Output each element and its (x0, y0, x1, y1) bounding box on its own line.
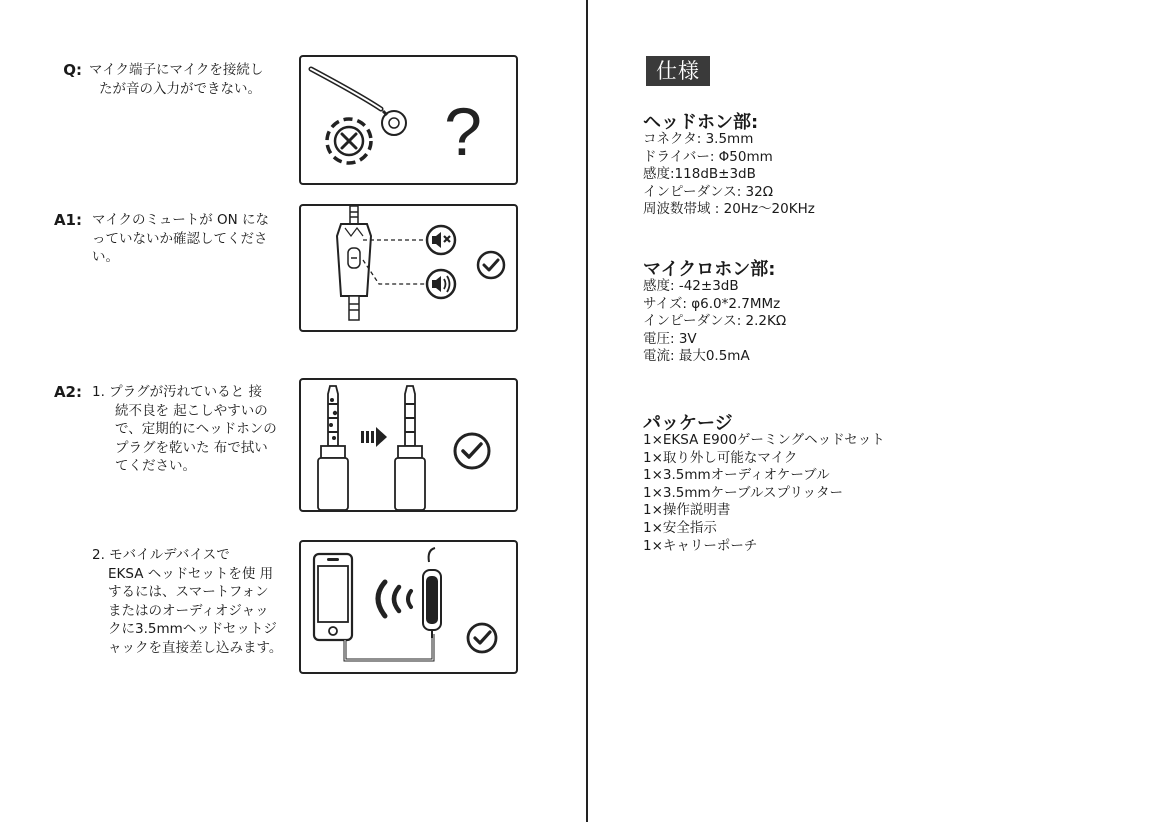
dirty-plug-icon (318, 386, 348, 510)
q-illustration (299, 55, 518, 185)
a2-text (92, 383, 277, 476)
a1-line: い。 (92, 249, 119, 265)
a2-line: 続不良を 起こしやすいの (115, 402, 268, 419)
q-line: マイク端子にマイクを接続し (89, 62, 264, 78)
q-text (89, 61, 263, 98)
headphone-spec-list (643, 131, 815, 219)
clean-plug-icon (395, 386, 425, 510)
a2-2-line: するには、スマートフォン (108, 584, 269, 600)
package-heading: パッケージ (643, 413, 733, 434)
package-item: 1×取り外し可能なマイク (643, 449, 798, 466)
spec-item: 電圧: 3V (643, 330, 697, 347)
a2-line: プラグを乾いた 布で拭い (115, 439, 268, 456)
spec-item: 電流: 最大0.5mA (643, 348, 750, 365)
check-icon (455, 434, 489, 468)
spec-item: 感度:118dB±3dB (643, 166, 756, 183)
a2-2-line: またはのオーディオジャッ (108, 602, 269, 619)
a2-2-line: ャックを直接差し込みます。 (108, 639, 283, 656)
a2-line: てください。 (115, 458, 196, 474)
headset-icon (423, 548, 441, 638)
a2-line: 1. プラグが汚れていると 接 (92, 384, 262, 400)
spec-item: 感度: -42±3dB (643, 278, 739, 294)
a2-label: A2: (53, 383, 82, 401)
headphone-heading: ヘッドホン部: (643, 112, 759, 133)
spec-item: コネクタ: 3.5mm (643, 131, 754, 147)
page-divider (586, 0, 588, 822)
q-label: Q: (63, 61, 82, 79)
a2-2-line: 2. モバイルデバイスで (92, 547, 230, 563)
spec-item: サイズ: φ6.0*2.7MMz (643, 295, 781, 312)
check-icon (478, 252, 504, 278)
a1-text (92, 211, 269, 267)
a2-2-line: EKSA ヘッドセットを使 用 (108, 565, 274, 582)
a2-2-text (92, 546, 282, 657)
plug-cleaning-illustration (301, 380, 516, 510)
a2-illustration (299, 378, 518, 512)
speaker-on-icon (427, 270, 455, 298)
microphone-heading: マイクロホン部: (643, 259, 776, 280)
inline-remote-illustration (301, 206, 516, 330)
package-item: 1×3.5mmオーディオケーブル (643, 467, 830, 484)
inline-remote-icon (337, 206, 371, 320)
a2-2-illustration (299, 540, 518, 674)
phone-connection-illustration (301, 542, 516, 672)
q-line: たが音の入力ができない。 (99, 80, 261, 97)
check-icon (468, 624, 496, 652)
smartphone-icon (314, 554, 352, 640)
package-item: 1×EKSA E900ゲーミングヘッドセット (643, 432, 885, 448)
package-item: 1×キャリーポーチ (643, 537, 758, 554)
a1-illustration (299, 204, 518, 332)
mic-disconnected-illustration (301, 57, 516, 183)
package-item: 1×安全指示 (643, 519, 717, 536)
spec-item: ドライバー: Φ50mm (643, 148, 773, 165)
a2-2-line: クに3.5mmヘッドセットジ (108, 621, 277, 637)
a1-line: っていないか確認してくださ (92, 230, 268, 247)
spec-item: 周波数帯域 : 20Hz〜20KHz (643, 201, 815, 218)
package-contents-list (643, 432, 885, 555)
specs-title: 仕様 (646, 56, 710, 86)
arrow-right-icon (361, 427, 387, 447)
package-item: 1×3.5mmケーブルスプリッター (643, 484, 843, 501)
spec-item: インピーダンス: 2.2KΩ (643, 313, 787, 330)
spec-item: インピーダンス: 32Ω (643, 183, 774, 200)
blocked-icon (327, 119, 371, 163)
a1-label: A1: (53, 211, 82, 229)
package-item: 1×操作説明書 (643, 502, 731, 519)
a1-line: マイクのミュートが ON にな (92, 212, 269, 228)
a2-line: で、定期的にヘッドホンの (115, 421, 277, 437)
mute-icon (427, 226, 455, 254)
mic-cable-icon (311, 69, 406, 135)
signal-waves-icon (378, 582, 411, 616)
question-mark: ? (444, 94, 482, 170)
microphone-spec-list (643, 278, 786, 366)
